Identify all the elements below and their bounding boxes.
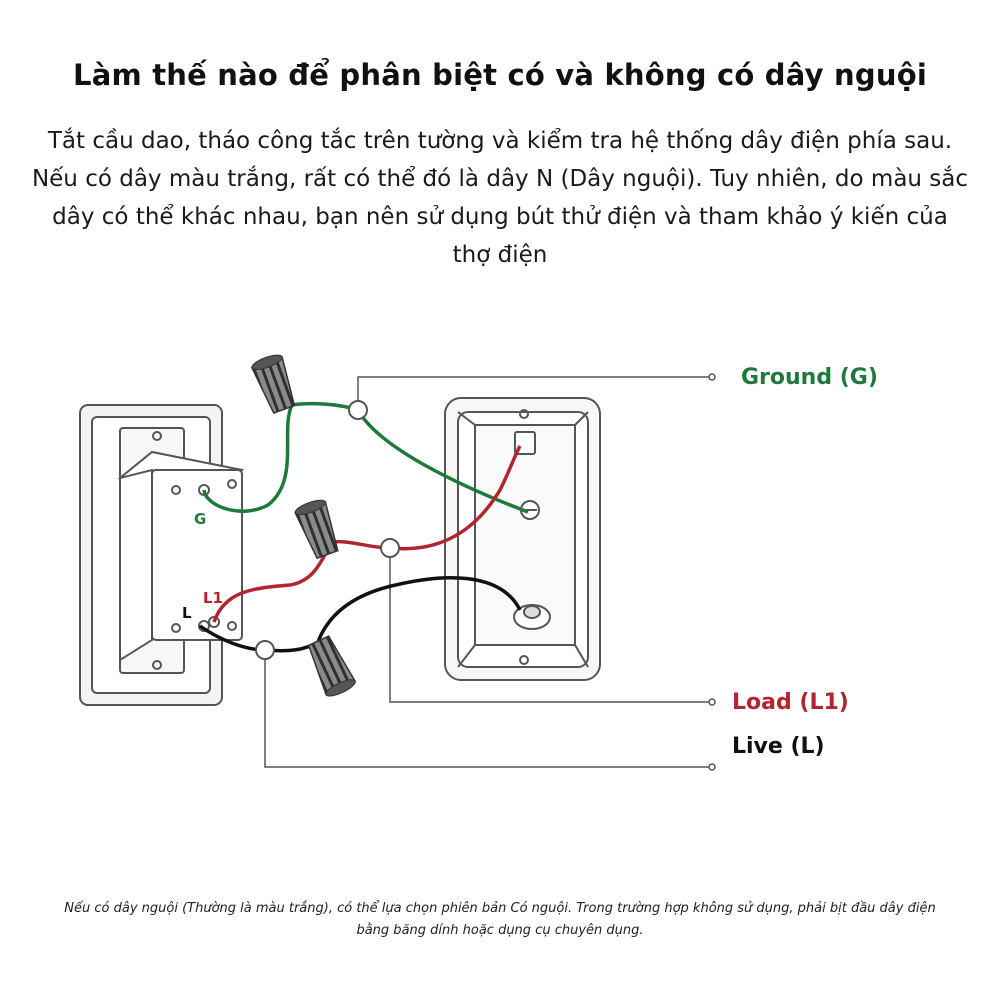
live-label: Live (L) — [732, 734, 825, 759]
wiring-diagram — [0, 300, 1000, 820]
wire-nut-ground — [250, 352, 299, 415]
switch-body — [120, 452, 242, 660]
terminal-l1-label: L1 — [203, 589, 223, 607]
description-text: Tắt cầu dao, tháo công tắc trên tường và kiểm tra hệ thống dây điện phía sau. Nếu có dây màu trắng, rất có thể đó là dây N (Dây nguội). Tuy nhiên, do màu sắc dây có thể khác nhau, bạn nên sử dụng bút thử điện và tham khảo ý kiến của thợ điện — [31, 128, 969, 268]
electrical-box — [445, 398, 600, 680]
load-label: Load (L1) — [732, 690, 849, 715]
load-junction — [381, 539, 399, 557]
page-title: Làm thế nào để phân biệt có và không có dây nguội — [73, 58, 927, 92]
terminal-g-label: G — [194, 510, 207, 528]
wire-nut-load — [294, 497, 343, 560]
ground-label: Ground (G) — [741, 365, 878, 390]
wire-nut-live — [304, 634, 357, 699]
terminal-l-label: L — [182, 604, 192, 622]
footnote: Nếu có dây nguội (Thường là màu trắng), có thể lựa chọn phiên bản Có nguội. Trong trường hợp không sử dụng, phải bịt đầu dây điện bằng băng dính hoặc dụng cụ chuyên dụng. — [64, 901, 936, 938]
ground-junction — [349, 401, 367, 419]
live-junction — [256, 641, 274, 659]
